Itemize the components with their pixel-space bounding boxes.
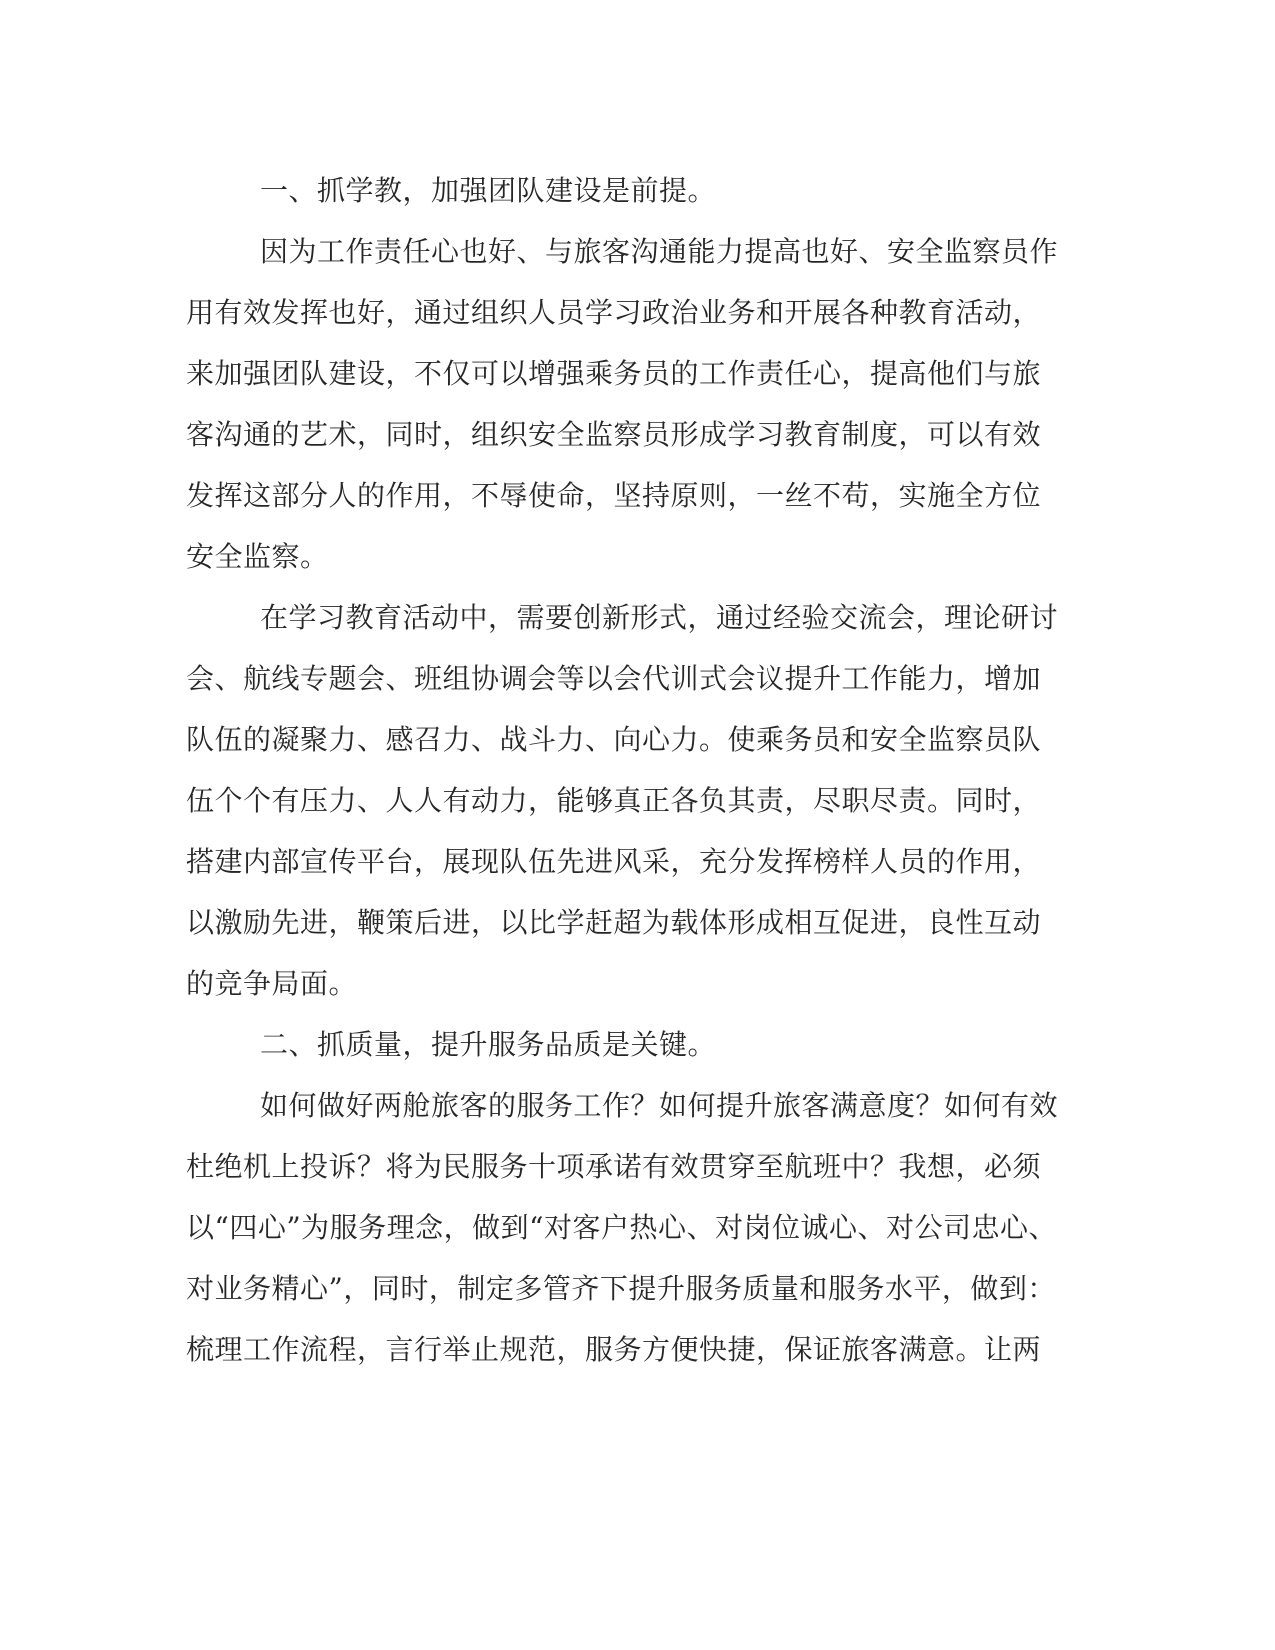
text-line: 安全监察。 (186, 540, 329, 573)
text-line: 以“四心”为服务理念，做到“对客户热心、对岗位诚心、对公司忠心、 (186, 1211, 1057, 1244)
text-line: 对业务精心”，同时，制定多管齐下提升服务质量和服务水平，做到： (186, 1272, 1056, 1305)
text-line: 队伍的凝聚力、感召力、战斗力、向心力。使乘务员和安全监察员队 (186, 723, 1042, 756)
document-body (186, 160, 1066, 1380)
text-line: 会、航线专题会、班组协调会等以会代训式会议提升工作能力，增加 (186, 662, 1042, 695)
text-line: 用有效发挥也好，通过组织人员学习政治业务和开展各种教育活动， (186, 296, 1042, 329)
heading-line: 二、抓质量，提升服务品质是关键。 (260, 1028, 717, 1061)
text-line: 因为工作责任心也好、与旅客沟通能力提高也好、安全监察员作 (260, 235, 1059, 268)
heading-line: 一、抓学教，加强团队建设是前提。 (260, 174, 717, 207)
text-line: 杜绝机上投诉？将为民服务十项承诺有效贯穿至航班中？我想，必须 (186, 1150, 1042, 1183)
text-line: 以激励先进，鞭策后进，以比学赶超为载体形成相互促进，良性互动 (186, 906, 1042, 939)
text-line: 发挥这部分人的作用，不辱使命，坚持原则，一丝不苟，实施全方位 (186, 479, 1042, 512)
text-line: 客沟通的艺术，同时，组织安全监察员形成学习教育制度，可以有效 (186, 418, 1042, 451)
text-line: 的竞争局面。 (186, 967, 358, 1000)
text-line: 来加强团队建设，不仅可以增强乘务员的工作责任心，提高他们与旅 (186, 357, 1042, 390)
text-line: 梳理工作流程，言行举止规范，服务方便快捷，保证旅客满意。让两 (186, 1333, 1042, 1366)
text-line: 在学习教育活动中，需要创新形式，通过经验交流会，理论研讨 (260, 601, 1059, 634)
text-line: 如何做好两舱旅客的服务工作？如何提升旅客满意度？如何有效 (260, 1089, 1059, 1122)
text-line: 伍个个有压力、人人有动力，能够真正各负其责，尽职尽责。同时， (186, 784, 1042, 817)
text-line: 搭建内部宣传平台，展现队伍先进风采，充分发挥榜样人员的作用， (186, 845, 1042, 878)
